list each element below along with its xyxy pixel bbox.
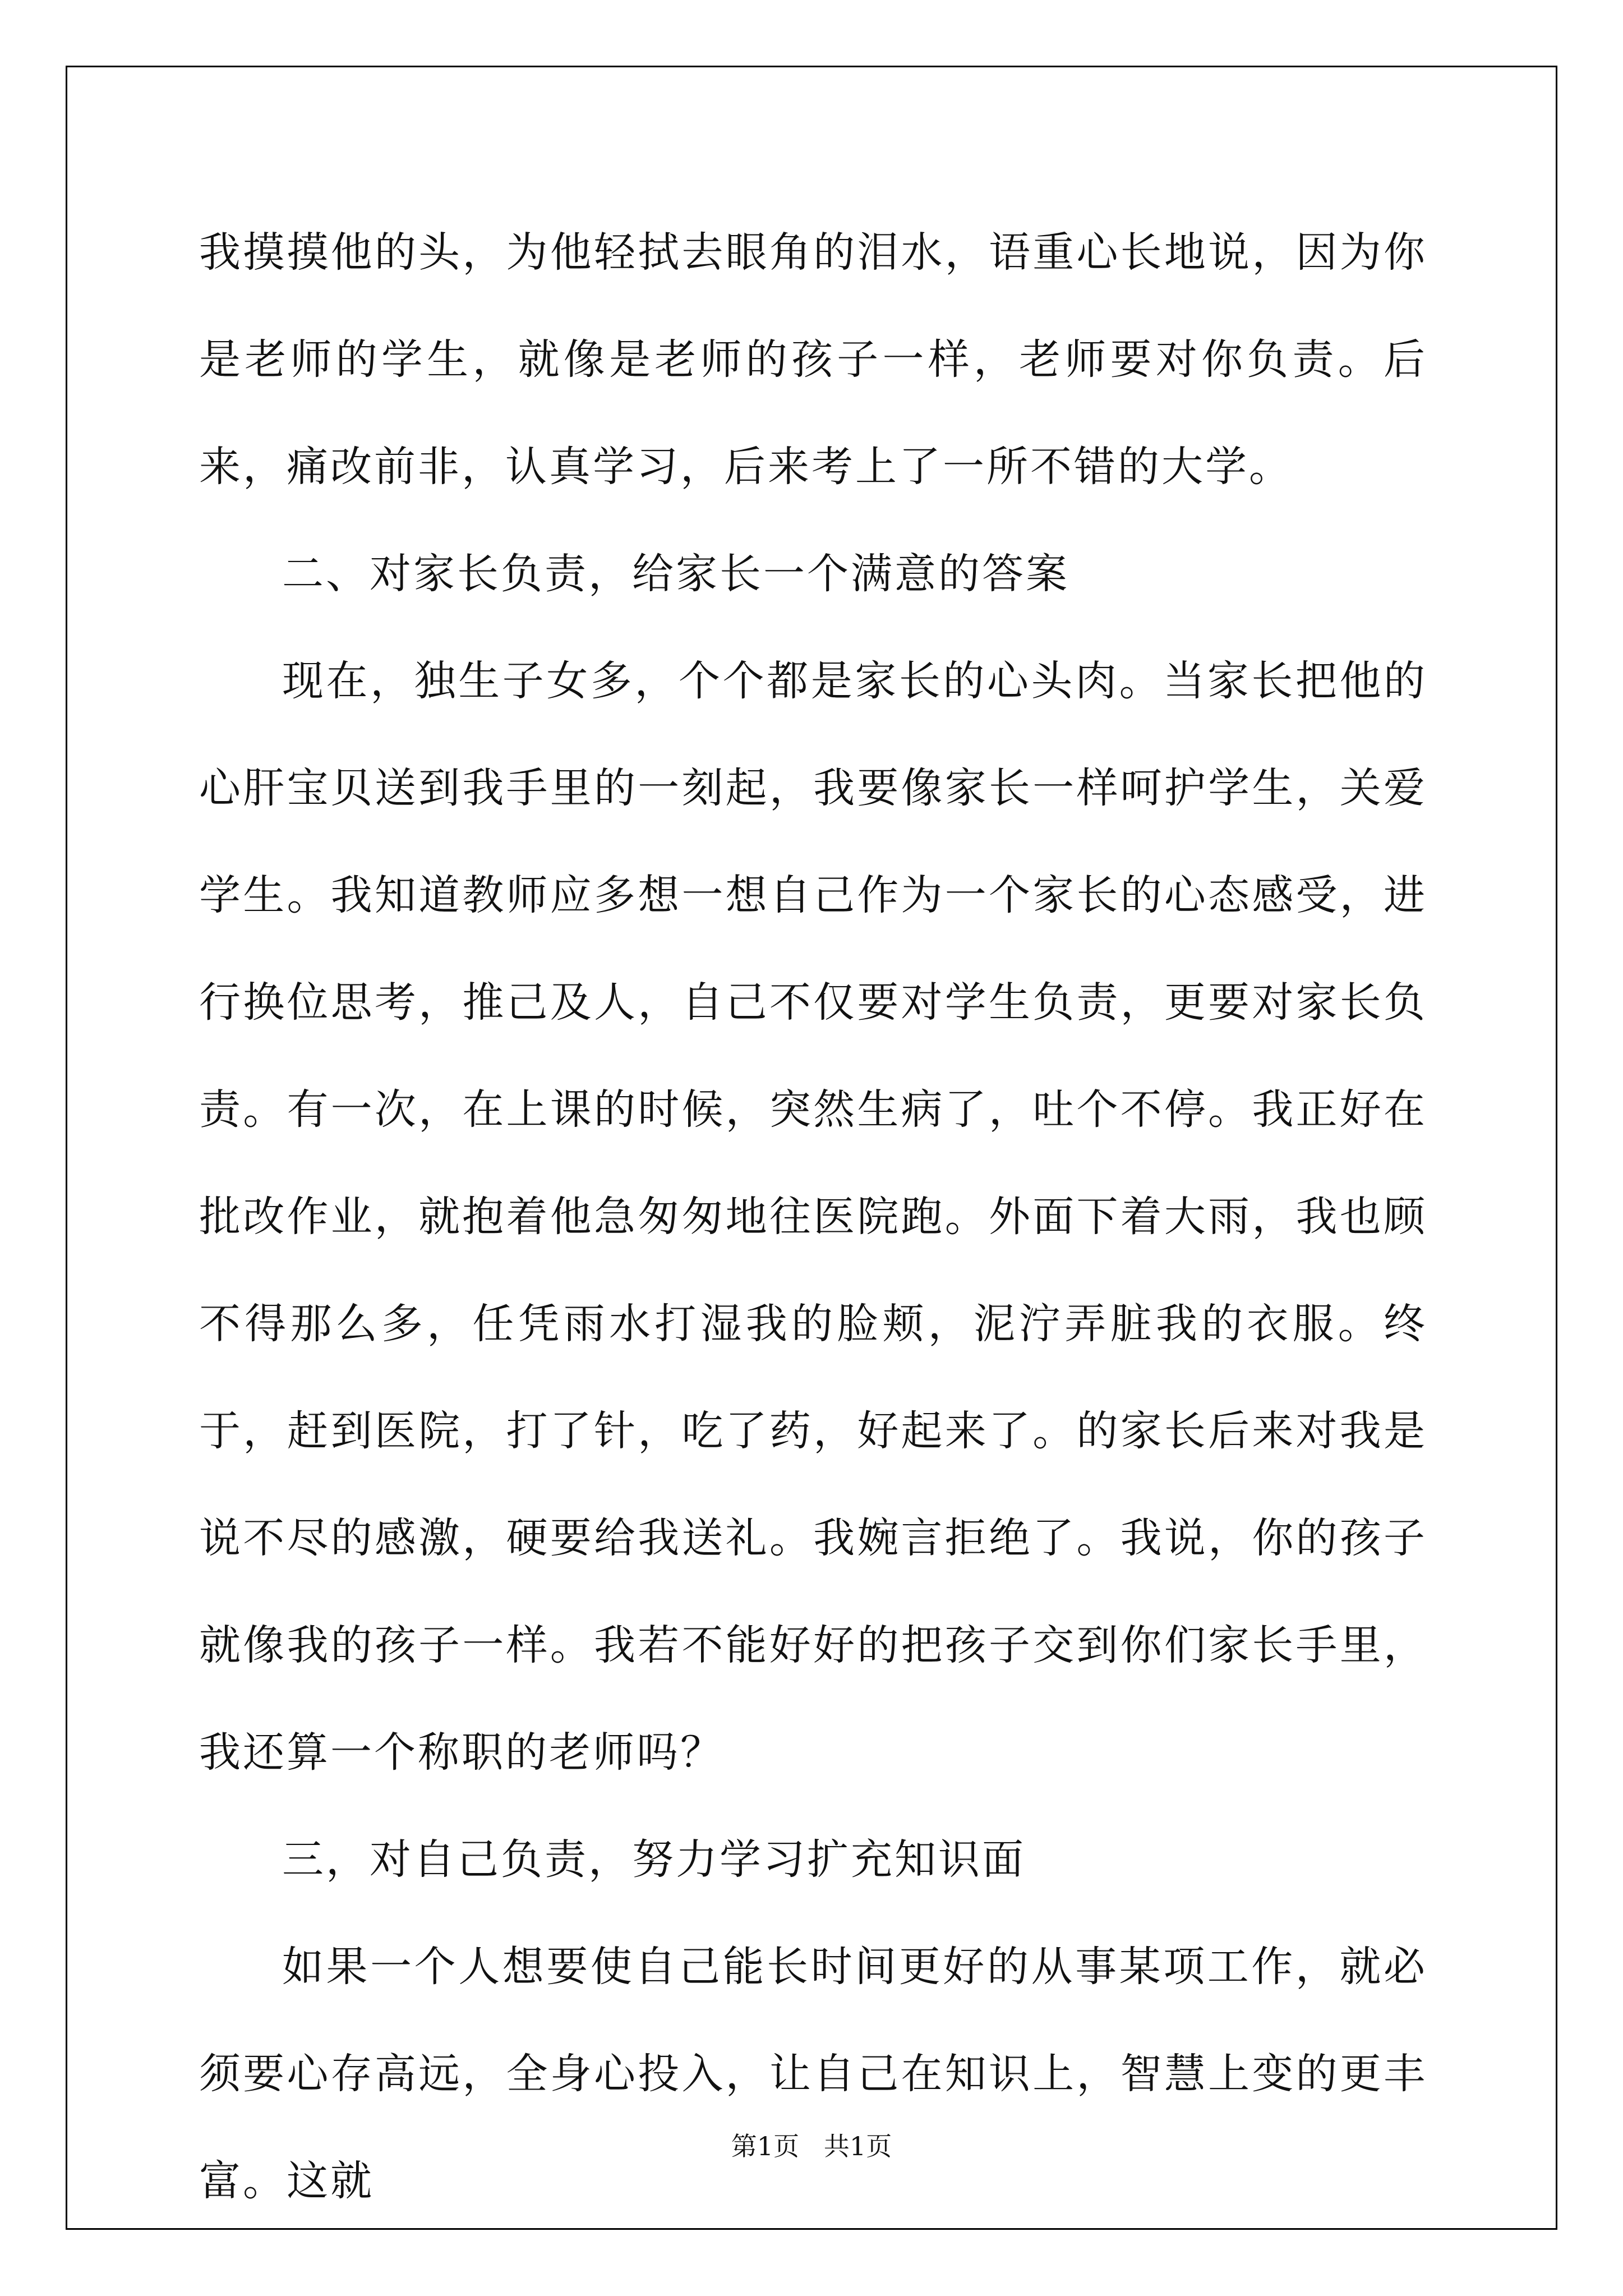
section-heading-3: 三，对自己负责，努力学习扩充知识面: [282, 1835, 1026, 1884]
section-heading-2: 二、对家长负责，给家长一个满意的答案: [282, 550, 1069, 598]
paragraph-5: 如果一个人想要使自己能长时间更好的从事某项工作，就必须要心存高远，全身心投入，让自己在知识上，智慧上变的更丰富。这就: [199, 1943, 1427, 2205]
page-number-footer: 第1页 共1页: [731, 2131, 892, 2161]
document-body: [199, 199, 1427, 2235]
paragraph-1: 我摸摸他的头，为他轻拭去眼角的泪水，语重心长地说，因为你是老师的学生，就像是老师的孩子一样，老师要对你负责。后来，痛改前非，认真学习，后来考上了一所不错的大学。: [199, 228, 1427, 491]
paragraph-3: 现在，独生子女多，个个都是家长的心头肉。当家长把他的心肝宝贝送到我手里的一刻起，我要像家长一样呵护学生，关爱学生。我知道教师应多想一想自己作为一个家长的心态感受，进行换位思考，推己及人，自己不仅要对学生负责，更要对家长负责。有一次，在上课的时候，突然生病了，吐个不停。我正好在批改作业，就抱着他急匆匆地往医院跑。外面下着大雨，我也顾不得那么多，任凭雨水打湿我的脸颊，泥泞弄脏我的衣服。终于，赶到医院，打了针，吃了药，好起来了。的家长后来对我是说不尽的感激，硬要给我送礼。我婉言拒绝了。我说，你的孩子就像我的孩子一样。我若不能好好的把孩子交到你们家长手里，我还算一个称职的老师吗？: [199, 657, 1427, 1777]
